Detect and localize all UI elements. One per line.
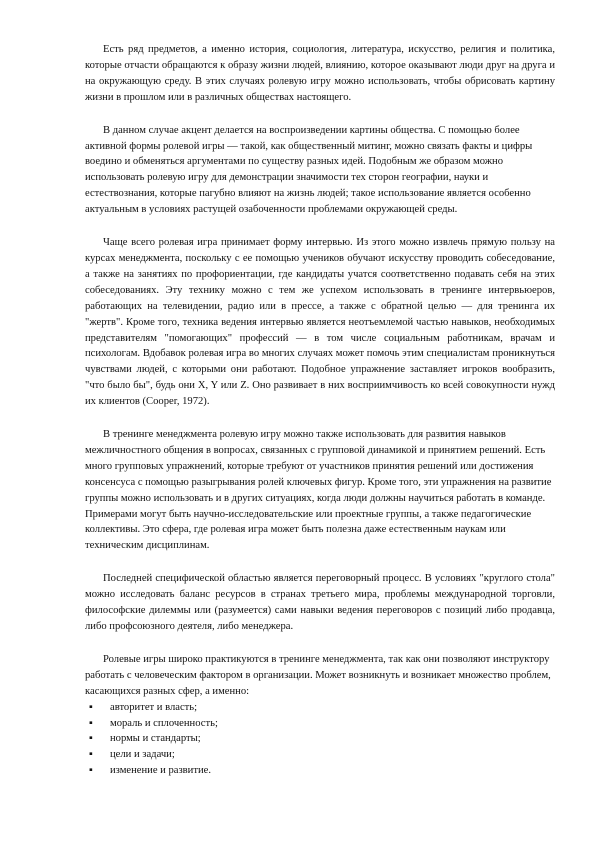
list-item	[85, 731, 555, 747]
bullet-icon: ▪	[89, 701, 93, 713]
bullet-icon: ▪	[89, 717, 93, 729]
paragraph-3: Чаще всего ролевая игра принимает форму интервью. Из этого можно извлечь прямую пользу на курсах менеджмента, поскольку с ее помощью учеников обучают искусству проводить собеседование, а также на занятиях по профориентации, где кандидаты учатся соответственно подавать себя на этих собеседованиях. Эту технику можно с тем же успехом использовать в тренинге интервьюеров, работающих на телевидении, радио или в прессе, а также с обратной целью — для тренинга их "жертв". Кроме того, техника ведения интервью является неотъемлемой частью навыков, необходимых представителям "помогающих" профессий — в том числе социальным работникам, врачам и психологам. Вдобавок ролевая игра во многих случаях может помочь этим специалистам проникнуться чувствами людей, с которыми они работают. Подобное упражнение заставляет игроков вообразить, "что было бы", будь они X, Y или Z. Оно развивает в них восприимчивость ко всей совокупности нужд их клиентов (Cooper, 1972).	[85, 237, 555, 408]
list-item	[85, 700, 555, 716]
paragraph-1: Есть ряд предметов, а именно история, социология, литература, искусство, религия и политика, которые отчасти обращаются к образу жизни людей, влиянию, которое оказывают люди друг на друга и на окружающую среду. В этих случаях ролевую игру можно использовать, чтобы обрисовать картину жизни в прошлом или в различных обществах настоящего.	[85, 44, 555, 103]
paragraph-2: В данном случае акцент делается на воспроизведении картины общества. С помощью более активной формы ролевой игры — такой, как общественный митинг, можно связать факты и цифры воедино и обменяться аргументами по существу разных идей. Подобным же образом можно использовать ролевую игру для демонстрации значимости тех сторон географии, науки и естествознания, которые пагубно влияют на жизнь людей; такое использование является особенно актуальным в условиях растущей озабоченности проблемами окружающей среды.	[85, 124, 533, 216]
document-page	[85, 42, 555, 779]
bullet-icon: ▪	[89, 765, 93, 777]
list-item	[85, 763, 555, 779]
list-item-text: цели и задачи;	[110, 749, 175, 761]
list-item-text: мораль и сплоченность;	[110, 717, 218, 729]
bullet-icon: ▪	[89, 733, 93, 745]
paragraph-5: Последней специфической областью является переговорный процесс. В условиях "круглого стола" можно исследовать баланс ресурсов в странах третьего мира, проблемы международной торговли, философские дилеммы или (разумеется) сами навыки ведения переговоров с позиций либо продавца, либо профсоюзного деятеля, либо менеджера.	[85, 573, 555, 632]
paragraph-gap	[85, 635, 555, 652]
list-item-text: авторитет и власть;	[110, 701, 198, 713]
bullet-icon: ▪	[89, 749, 93, 761]
paragraph-gap	[85, 554, 555, 571]
issues-list	[85, 700, 555, 779]
paragraph-gap	[85, 410, 555, 427]
list-item-text: изменение и развитие.	[110, 765, 211, 777]
list-item-text: нормы и стандарты;	[110, 733, 201, 745]
list-item	[85, 747, 555, 763]
paragraph-6: Ролевые игры широко практикуются в тренинге менеджмента, так как они позволяют инструктору работать с человеческим фактором в организации. Может возникнуть и возникает множество проблем, касающихся разных сфер, а именно:	[85, 653, 551, 697]
list-item	[85, 716, 555, 732]
paragraph-4: В тренинге менеджмента ролевую игру можно также использовать для развития навыков межличностного общения в вопросах, связанных с групповой динамикой и принятием решений. Есть много групповых упражнений, которые требуют от участников принятия решений или достижения консенсуса с помощью разыгрывания ролей ключевых фигур. Кроме того, эти упражнения на развитие группы можно использовать и в других ситуациях, когда люди должны научиться работать в команде. Примерами могут быть научно-исследовательские или проектные группы, а также педагогические коллективы. Это сфера, где ролевая игра может быть полезна даже естественным наукам или техническим дисциплинам.	[85, 429, 552, 552]
paragraph-gap	[85, 218, 555, 235]
paragraph-gap	[85, 106, 555, 123]
